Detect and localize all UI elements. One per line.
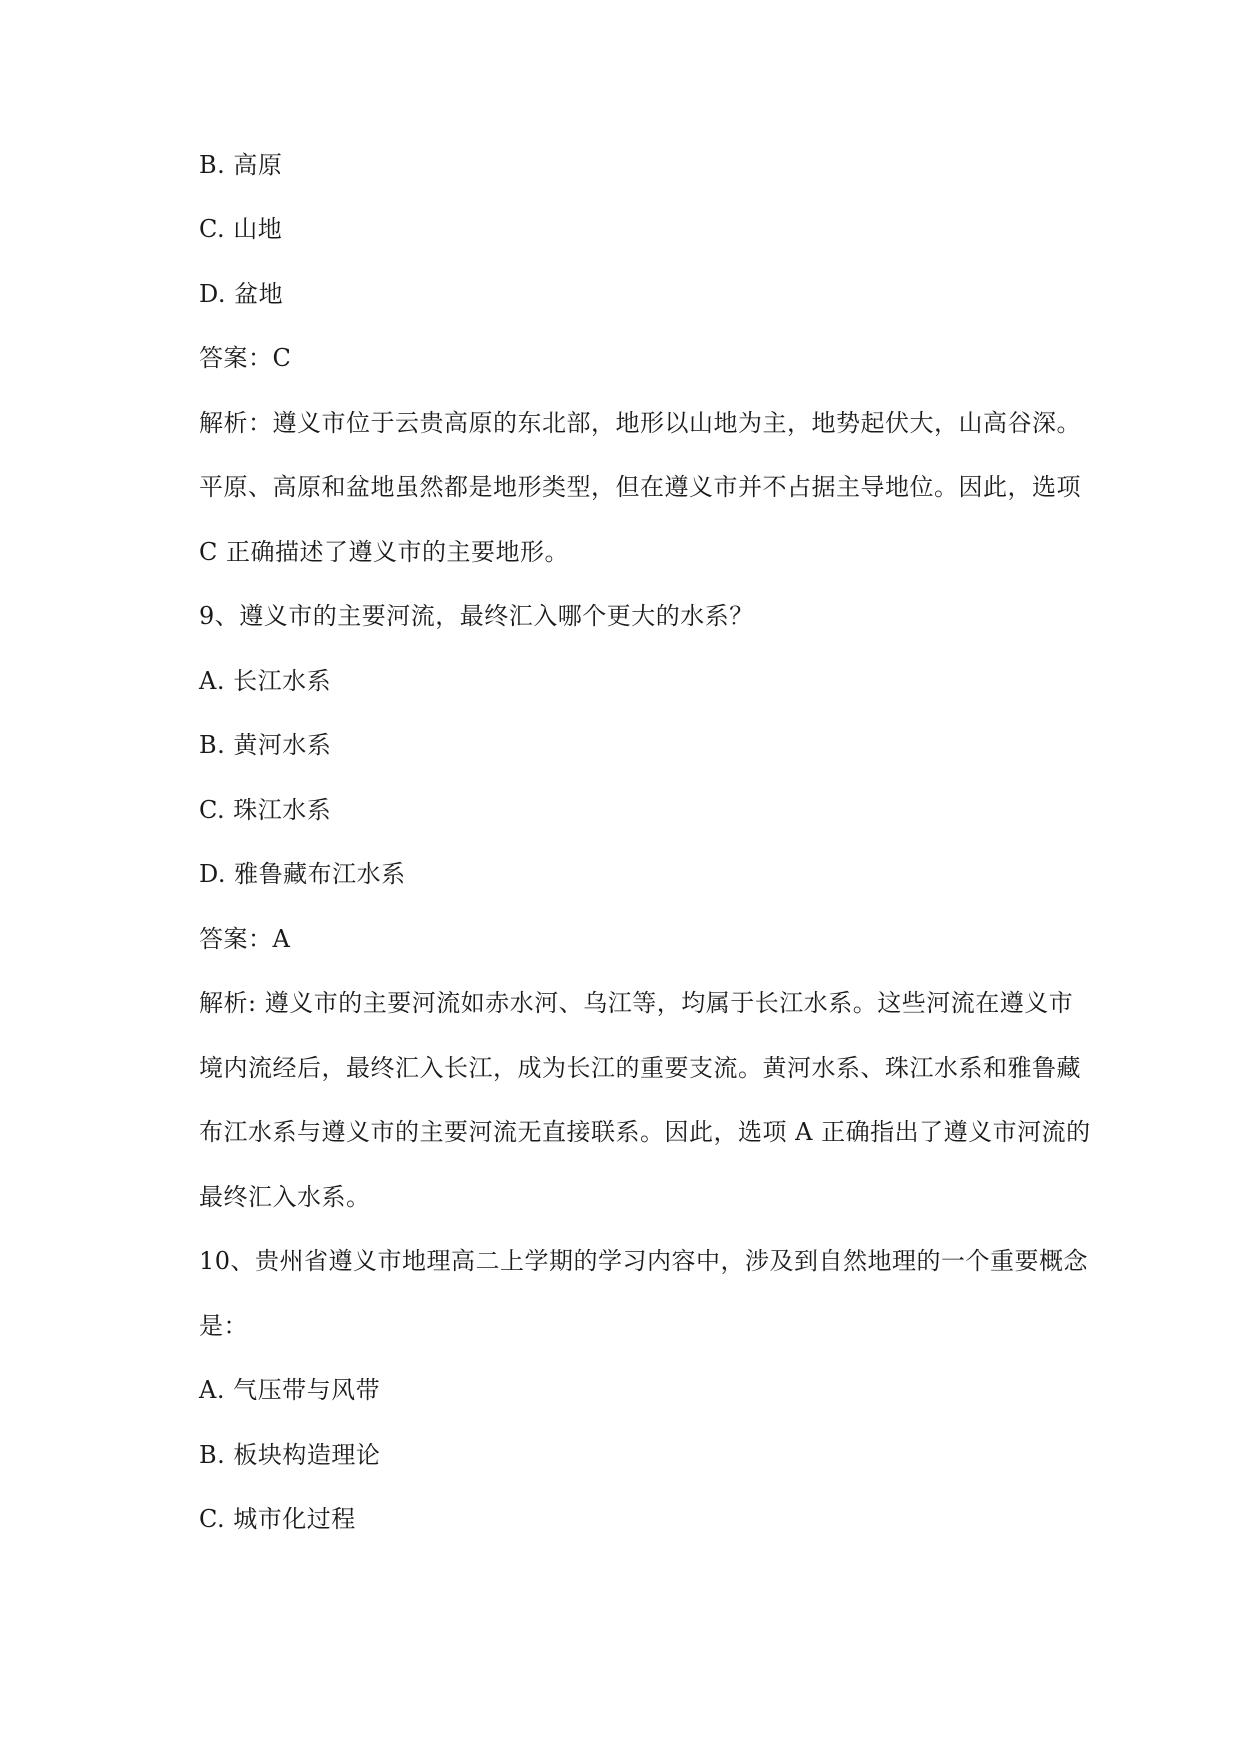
q8-analysis-line: C 正确描述了遵义市的主要地形。 <box>199 538 569 566</box>
q10-option-a: A. 气压带与风带 <box>199 1376 381 1404</box>
q9-option-d: D. 雅鲁藏布江水系 <box>199 860 406 888</box>
q9-analysis-line: 境内流经后，最终汇入长江，成为长江的重要支流。黄河水系、珠江水系和雅鲁藏 <box>199 1054 1081 1082</box>
q8-analysis-line: 解析：遵义市位于云贵高原的东北部，地形以山地为主，地势起伏大，山高谷深。 <box>199 409 1081 437</box>
q8-option-c: C. 山地 <box>199 215 283 243</box>
q8-option-b: B. 高原 <box>199 151 283 179</box>
q9-analysis-line: 最终汇入水系。 <box>199 1183 371 1211</box>
q10-question-line: 是： <box>199 1312 248 1340</box>
q8-analysis-line: 平原、高原和盆地虽然都是地形类型，但在遵义市并不占据主导地位。因此，选项 <box>199 473 1081 501</box>
q8-answer: 答案：C <box>199 344 292 372</box>
q9-option-b: B. 黄河水系 <box>199 731 332 759</box>
q10-option-b: B. 板块构造理论 <box>199 1441 381 1469</box>
q10-option-c: C. 城市化过程 <box>199 1505 356 1533</box>
q8-option-d: D. 盆地 <box>199 280 284 308</box>
q9-question: 9、遵义市的主要河流，最终汇入哪个更大的水系？ <box>199 602 754 630</box>
q9-analysis-line: 解析: 遵义市的主要河流如赤水河、乌江等，均属于长江水系。这些河流在遵义市 <box>199 989 1074 1017</box>
q10-question-line: 10、贵州省遵义市地理高二上学期的学习内容中，涉及到自然地理的一个重要概念 <box>199 1247 1089 1275</box>
q9-option-c: C. 珠江水系 <box>199 796 332 824</box>
q9-analysis-line: 布江水系与遵义市的主要河流无直接联系。因此，选项 A 正确指出了遵义市河流的 <box>199 1118 1091 1146</box>
q9-answer: 答案：A <box>199 925 291 953</box>
q9-option-a: A. 长江水系 <box>199 667 332 695</box>
